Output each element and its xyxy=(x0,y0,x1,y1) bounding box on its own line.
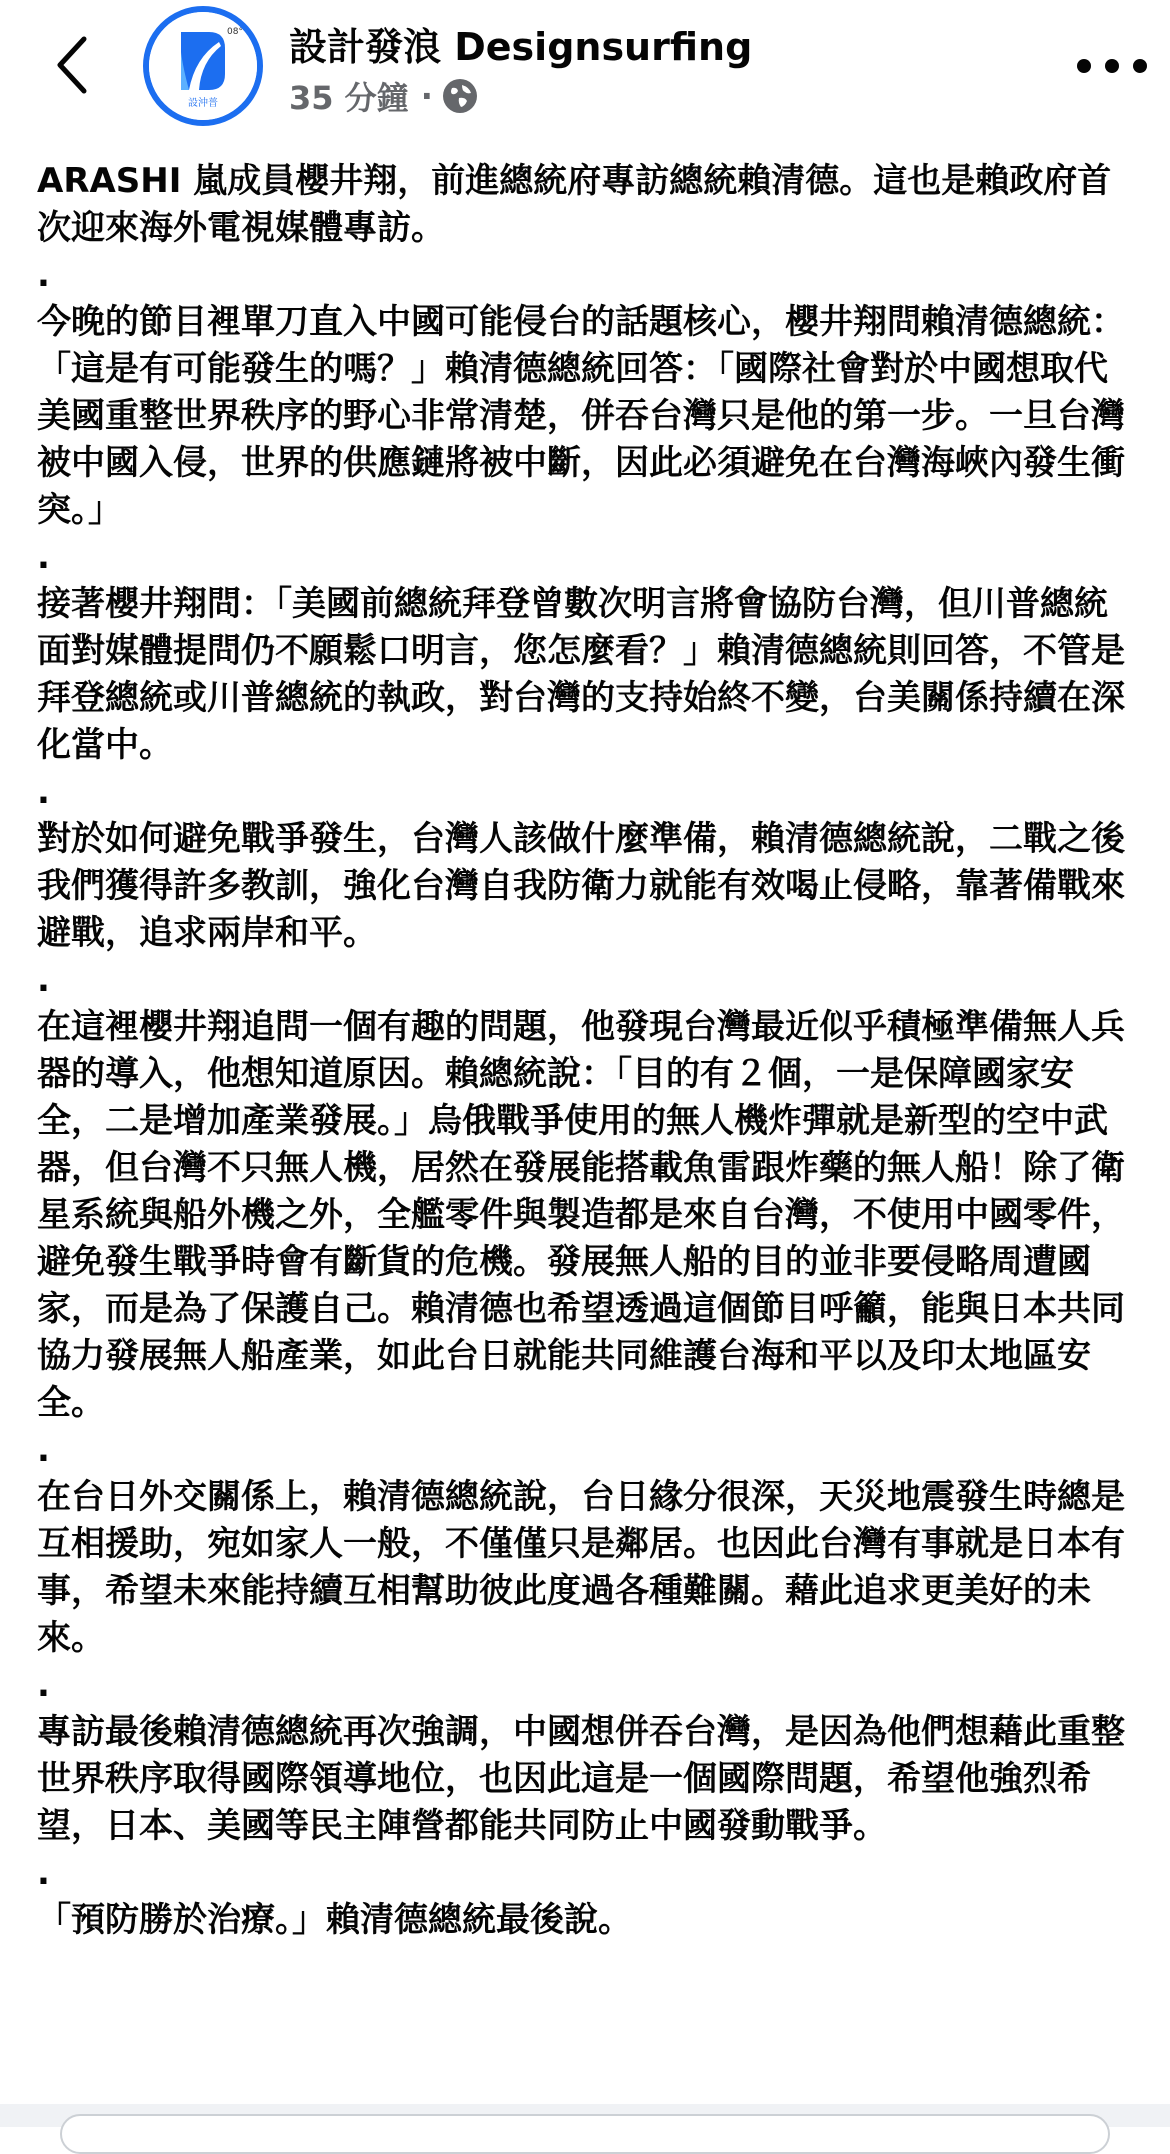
chevron-left-icon xyxy=(54,35,90,95)
page-name[interactable]: 設計發浪 Designsurfing xyxy=(289,25,753,69)
post-paragraph: 今晚的節目裡單刀直入中國可能侵台的話題核心，櫻井翔問賴清德總統：「這是有可能發生的嗎？」賴清德總統回答：「國際社會對於中國想取代美國重整世界秩序的野心非常清楚，併吞台灣只是他的第一步。一旦台灣被中國入侵，世界的供應鏈將被中斷，因此必須避免在台灣海峽內發生衝突。」 xyxy=(37,302,1125,530)
post-paragraph: 專訪最後賴清德總統再次強調，中國想併吞台灣，是因為他們想藉此重整世界秩序取得國際領導地位，也因此這是一個國際問題，希望他強烈希望，日本、美國等民主陣營都能共同防止中國發動戰爭。 xyxy=(37,1712,1125,1846)
svg-text:設沖普: 設沖普 xyxy=(188,98,218,109)
post-paragraph: 接著櫻井翔問：「美國前總統拜登曾數次明言將會協防台灣，但川普總統面對媒體提問仍不願鬆口明言，您怎麼看？」賴清德總統則回答，不管是拜登總統或川普總統的執政，對台灣的支持始終不變，台美關係持續在深化當中。 xyxy=(37,584,1125,765)
more-horizontal-icon xyxy=(1076,58,1148,74)
paragraph-separator: . xyxy=(37,772,50,812)
more-options-button[interactable] xyxy=(1062,48,1162,84)
post-paragraph: 「預防勝於治療。」賴清德總統最後說。 xyxy=(37,1900,632,1940)
svg-text:08°: 08° xyxy=(227,27,243,37)
post-paragraph: 在這裡櫻井翔追問一個有趣的問題，他發現台灣最近似乎積極準備無人兵器的導入，他想知道原因。賴總統說：「目的有２個，一是保障國家安全，二是增加產業發展。」烏俄戰爭使用的無人機炸彈就是新型的空中武器，但台灣不只無人機，居然在發展能搭載魚雷跟炸藥的無人船！除了衛星系統與船外機之外，全艦零件與製造都是來自台灣，不使用中國零件，避免發生戰爭時會有斷貨的危機。發展無人船的目的並非要侵略周遭國家，而是為了保護自己。賴清德也希望透過這個節目呼籲，能與日本共同協力發展無人船產業，如此台日就能共同維護台海和平以及印太地區安全。 xyxy=(37,1007,1125,1423)
post-header xyxy=(0,0,1170,140)
paragraph-separator: . xyxy=(37,1665,50,1705)
back-button[interactable] xyxy=(44,30,100,100)
paragraph-separator: . xyxy=(37,537,50,577)
paragraph-separator: . xyxy=(37,1853,50,1893)
paragraph-separator: . xyxy=(37,255,50,295)
post-paragraph: 在台日外交關係上，賴清德總統說，台日緣分很深，天災地震發生時總是互相援助，宛如家人一般，不僅僅只是鄰居。也因此台灣有事就是日本有事，希望未來能持續互相幫助彼此度過各種難關。藉此追求更美好的未來。 xyxy=(37,1477,1125,1658)
post-time[interactable]: 35 分鐘 xyxy=(289,79,409,117)
paragraph-separator: . xyxy=(37,1430,50,1470)
post-paragraph: ARASHI 嵐成員櫻井翔，前進總統府專訪總統賴清德。這也是賴政府首次迎來海外電視媒體專訪。 xyxy=(37,161,1112,248)
page-avatar[interactable] xyxy=(143,6,263,126)
designsurfing-logo xyxy=(149,12,257,120)
paragraph-separator: . xyxy=(37,960,50,1000)
post-text xyxy=(37,158,1137,1944)
meta-separator: · xyxy=(420,77,433,115)
post-meta xyxy=(289,74,477,118)
post-paragraph: 對於如何避免戰爭發生，台灣人該做什麼準備，賴清德總統說，二戰之後我們獲得許多教訓，強化台灣自我防衛力就能有效喝止侵略，靠著備戰來避戰，追求兩岸和平。 xyxy=(37,819,1125,953)
comment-bar[interactable] xyxy=(60,2114,1110,2154)
globe-icon[interactable] xyxy=(443,79,477,113)
